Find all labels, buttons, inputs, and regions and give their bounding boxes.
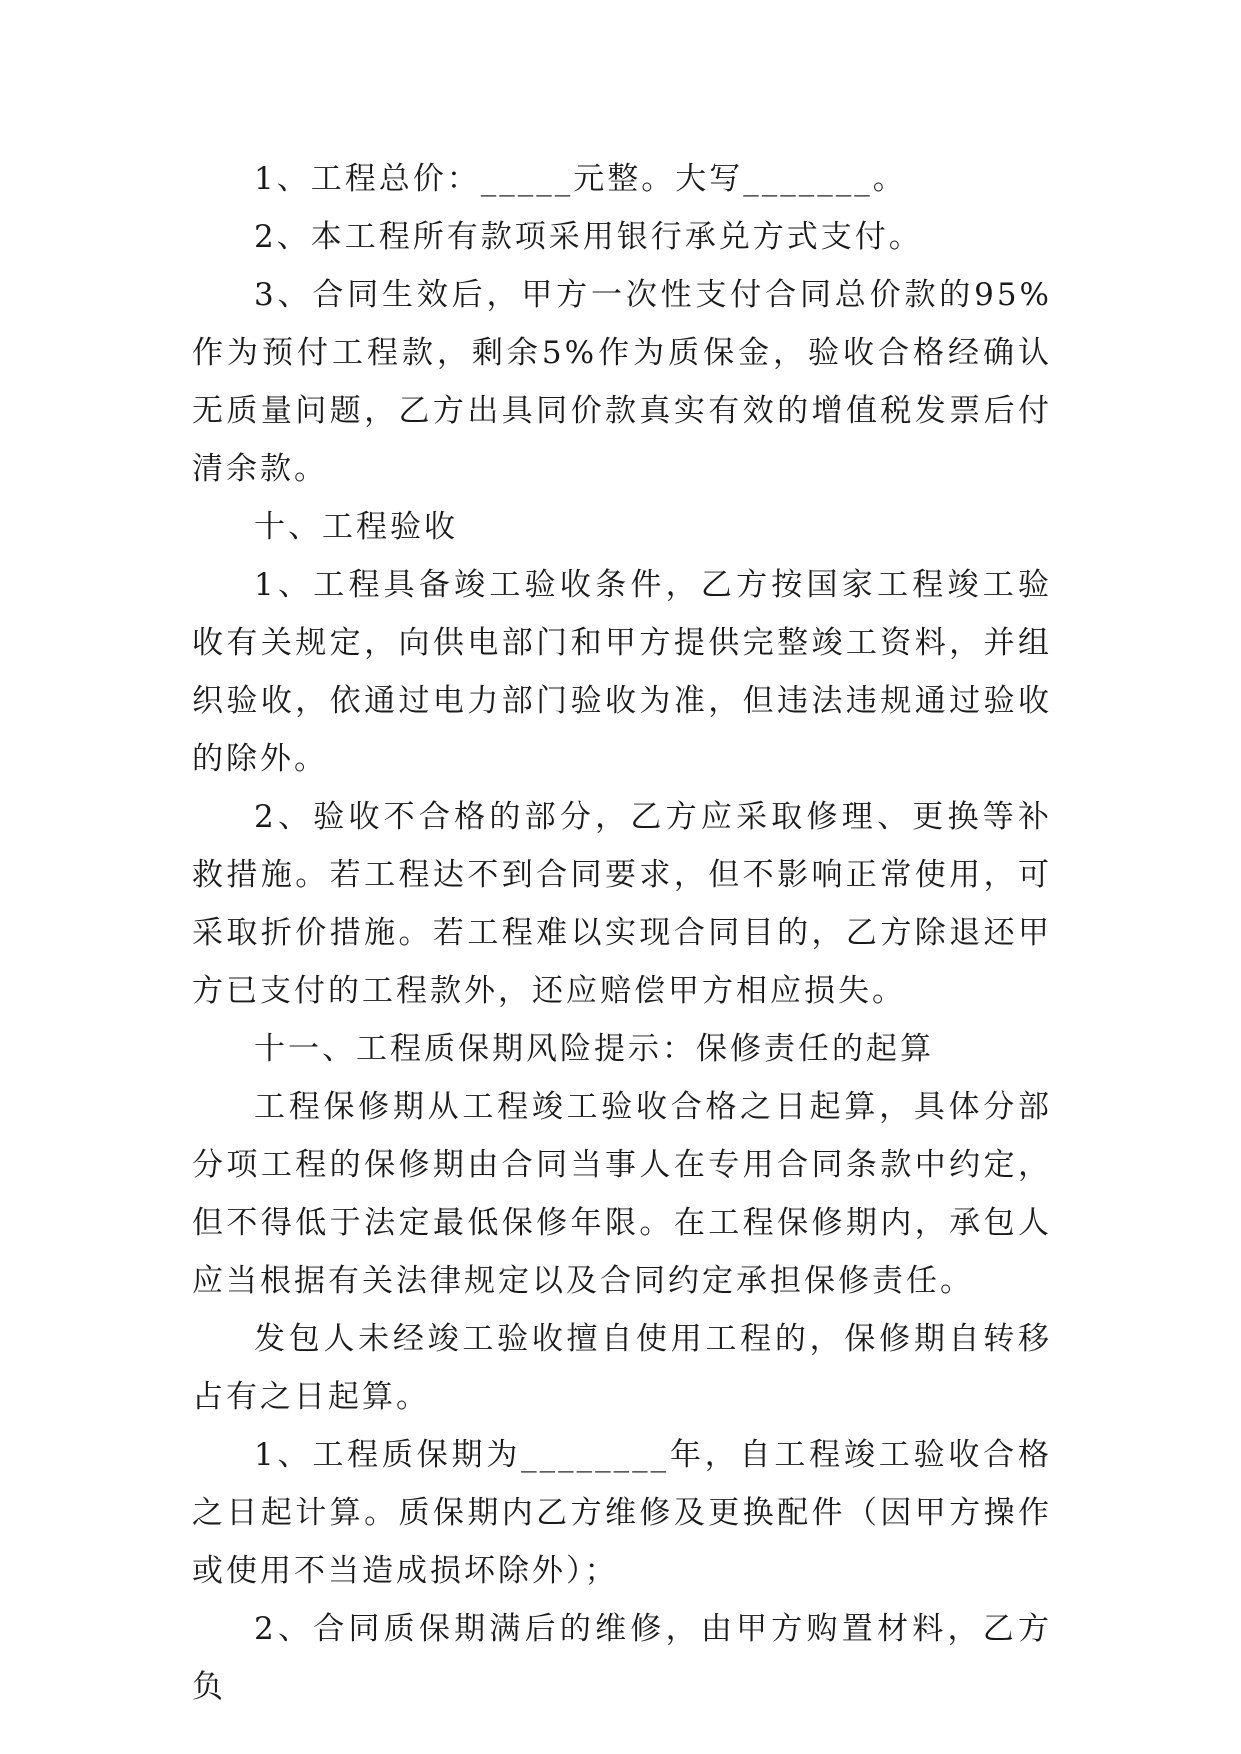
section-heading-acceptance: 十、工程验收 bbox=[254, 509, 458, 545]
paragraph-prepayment: 3、合同生效后，甲方一次性支付合同总价款的95%作为预付工程款，剩余5%作为质保金，验收合格经确认无质量问题，乙方出具同价款真实有效的增值税发票后付清余款。 bbox=[192, 277, 1052, 487]
section-heading-warranty: 十一、工程质保期风险提示：保修责任的起算 bbox=[254, 1031, 934, 1067]
document-body bbox=[192, 150, 1052, 1716]
paragraph-post-warranty: 2、合同质保期满后的维修，由甲方购置材料，乙方负 bbox=[192, 1611, 1052, 1705]
paragraph-unaccepted-use: 发包人未经竣工验收擅自使用工程的，保修期自转移占有之日起算。 bbox=[192, 1321, 1052, 1415]
paragraph-acceptance-failure: 2、验收不合格的部分，乙方应采取修理、更换等补救措施。若工程达不到合同要求，但不影响正常使用，可采取折价措施。若工程难以实现合同目的，乙方除退还甲方已支付的工程款外，还应赔偿甲方相应损失。 bbox=[192, 799, 1052, 1009]
paragraph-total-price: 1、工程总价：_____元整。大写_______。 bbox=[254, 161, 907, 197]
paragraph-warranty-period: 1、工程质保期为________年，自工程竣工验收合格之日起计算。质保期内乙方维修及更换配件（因甲方操作或使用不当造成损坏除外）； bbox=[192, 1437, 1052, 1589]
paragraph-acceptance-conditions: 1、工程具备竣工验收条件，乙方按国家工程竣工验收有关规定，向供电部门和甲方提供完整竣工资料，并组织验收，依通过电力部门验收为准，但违法违规通过验收的除外。 bbox=[192, 567, 1052, 777]
paragraph-warranty-start: 工程保修期从工程竣工验收合格之日起算，具体分部分项工程的保修期由合同当事人在专用合同条款中约定，但不得低于法定最低保修年限。在工程保修期内，承包人应当根据有关法律规定以及合同约定承担保修责任。 bbox=[192, 1089, 1052, 1299]
paragraph-payment-method: 2、本工程所有款项采用银行承兑方式支付。 bbox=[254, 219, 923, 255]
